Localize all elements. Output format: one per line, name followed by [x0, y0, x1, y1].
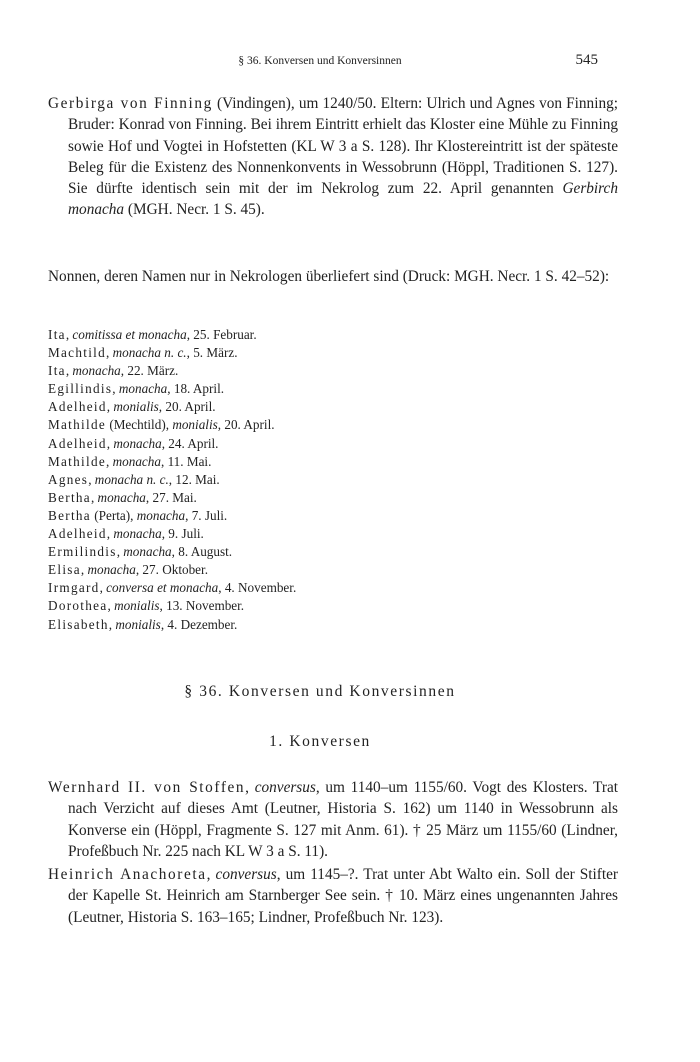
nun-date: , 5. März.	[186, 345, 238, 361]
entry-text: (Vindingen), um 1240/50. Eltern: Ulrich und Agnes von Finning; Bruder: Konrad von Finning. Bei ihrem Eintritt erhielt das Kloster eine Mühle zu Finning sowie Hof und Vogtei in Hofstetten (KL W 3 a S. 128). Ihr Klostereintritt ist der späteste Beleg für die Existenz des Nonnenkonvents in Wessobrunn (Höppl, Traditionen S. 127). Sie dürfte identisch sein mit der im Nekrolog zum 22. April genannten	[68, 95, 618, 198]
nun-name: Elisabeth	[48, 616, 109, 632]
nun-date: , 11. Mai.	[160, 453, 212, 469]
nun-date: , 20. April.	[217, 417, 275, 433]
nun-role: monialis	[113, 399, 159, 415]
entry-wernhard: Wernhard II. von Stoffen, conversus, um 1140–um 1155/60. Vogt des Klosters. Trat nach Verzicht auf dieses Amt (Leutner, Historia S. 162) um 1140 in Wessobrunn als Konverse ein (Höppl, Fragmente S. 127 mit Anm. 61). † 25 März um 1155/60 (Lindner, Profeßbuch Nr. 225 nach KL W 3 a S. 11).	[48, 779, 618, 860]
nun-role: monacha	[72, 363, 121, 379]
nun-role: monacha	[118, 381, 168, 397]
nun-role: monialis	[114, 598, 160, 614]
nuns-intro: Nonnen, deren Namen nur in Nekrologen überliefert sind (Druck: MGH. Necr. 1 S. 42–52):	[48, 268, 610, 285]
nun-name: Mathilde	[48, 417, 107, 433]
nun-role: monacha	[123, 544, 172, 560]
entry-tail: (MGH. Necr. 1 S. 45).	[124, 201, 265, 219]
nun-role: monacha	[113, 435, 162, 451]
list-item: Dorothea, monialis, 13. November.	[48, 598, 245, 614]
list-item: Ermilindis, monacha, 8. August.	[48, 544, 233, 560]
nun-name: Mathilde	[48, 453, 107, 469]
nun-role: comitissa et monacha	[72, 327, 187, 342]
list-item: Irmgard, conversa et monacha, 4. November.	[48, 580, 297, 596]
nun-date: , 4. Dezember.	[160, 616, 238, 632]
nun-date: , 7. Juli.	[185, 507, 228, 523]
nun-name: Elisa	[48, 562, 81, 578]
nun-role: monacha	[97, 489, 146, 505]
nun-name: Machtild	[48, 345, 107, 361]
list-item: Adelheid, monacha, 24. April.	[48, 435, 219, 451]
nun-role: conversa et monacha	[106, 580, 219, 596]
nun-role: monialis	[172, 417, 218, 433]
entry-name: Gerbirga von Finning	[48, 95, 213, 112]
list-item: Adelheid, monialis, 20. April.	[48, 399, 216, 415]
nun-name: Ita	[48, 327, 66, 342]
nun-name: Adelheid	[48, 435, 107, 451]
nun-date: , 8. August.	[171, 544, 233, 560]
nun-date: , 18. April.	[167, 381, 225, 397]
nun-name: Irmgard	[48, 580, 100, 596]
list-item: Egillindis, monacha, 18. April.	[48, 381, 225, 397]
nun-role: monialis	[115, 616, 161, 632]
nun-role: monacha n. c.	[112, 345, 187, 361]
nun-date: , 4. November.	[218, 580, 297, 596]
running-header	[0, 52, 700, 72]
subsection-heading: 1. Konversen	[269, 733, 371, 750]
nun-date: , 9. Juli.	[161, 526, 204, 542]
nun-name: Adelheid	[48, 399, 107, 415]
list-item: Elisabeth, monialis, 4. Dezember.	[48, 616, 238, 632]
list-item: Adelheid, monacha, 9. Juli.	[48, 526, 204, 542]
nun-name: Ermilindis	[48, 544, 117, 560]
list-item: Ita, comitissa et monacha, 25. Februar.	[48, 327, 257, 342]
section-heading: § 36. Konversen und Konversinnen	[184, 683, 456, 700]
nun-date: , 24. April.	[161, 435, 219, 451]
entry-role: conversus	[215, 866, 277, 883]
list-item: Agnes, monacha n. c., 12. Mai.	[48, 471, 220, 487]
nun-date: , 22. März.	[120, 363, 179, 379]
nuns-list	[48, 326, 548, 634]
page-number: 545	[575, 52, 598, 68]
list-item: Ita, monacha, 22. März.	[48, 363, 179, 379]
entry-name: Heinrich Anachoreta	[48, 866, 207, 883]
nun-role: monacha	[112, 453, 161, 469]
nun-name: Bertha	[48, 507, 91, 523]
nun-extra: (Mechtild)	[106, 417, 166, 433]
nun-name: Ita	[48, 363, 66, 379]
nun-name: Adelheid	[48, 526, 107, 542]
nun-name: Egillindis	[48, 381, 113, 397]
nun-date: , 27. Oktober.	[135, 562, 208, 578]
nun-role: monacha	[136, 507, 186, 523]
nun-name: Agnes	[48, 471, 89, 487]
nun-date: , 27. Mai.	[145, 489, 197, 505]
entry-italic: Gerbirch monacha	[68, 180, 618, 219]
list-item: Machtild, monacha n. c., 5. März.	[48, 345, 238, 361]
nun-extra: (Perta)	[90, 507, 131, 523]
entry-name: Wernhard II. von Stoffen	[48, 779, 246, 796]
entry-text: , um 1140–um 1155/60. Vogt des Klosters. Trat nach Verzicht auf dieses Amt (Leutner, Historia S. 162) um 1140 in Wessobrunn als Konverse ein (Höppl, Fragmente S. 127 mit Anm. 61). † 25 März um 1155/60 (Lindner, Profeßbuch Nr. 225 nach KL W 3 a S. 11).	[68, 779, 618, 860]
nun-role: monacha n. c.	[94, 471, 169, 487]
entry-text: , um 1145–?. Trat unter Abt Walto ein. Soll der Stifter der Kapelle St. Heinrich am Starnberger See sein. † 10. März eines ungenannten Jahres (Leutner, Historia S. 163–165; Lindner, Profeßbuch Nr. 123).	[68, 866, 618, 926]
entry-gerbirga	[48, 93, 618, 221]
nun-role: monacha	[113, 526, 162, 542]
nun-name: Dorothea	[48, 598, 108, 614]
running-title: § 36. Konversen und Konversinnen	[238, 55, 402, 67]
nun-name: Bertha	[48, 489, 91, 505]
entry-role: conversus	[254, 779, 316, 796]
nun-date: , 12. Mai.	[168, 471, 220, 487]
list-item: Elisa, monacha, 27. Oktober.	[48, 562, 208, 578]
list-item: Bertha, monacha, 27. Mai.	[48, 489, 197, 505]
nun-role: monacha	[87, 562, 136, 578]
nun-date: , 25. Februar.	[186, 327, 257, 342]
nun-date: , 20. April.	[158, 399, 216, 415]
list-item: Mathilde, monacha, 11. Mai.	[48, 453, 212, 469]
list-item: Bertha (Perta), monacha, 7. Juli.	[48, 507, 228, 523]
nun-date: , 13. November.	[159, 598, 245, 614]
list-item: Mathilde (Mechtild), monialis, 20. April.	[48, 417, 275, 433]
entry-heinrich: Heinrich Anachoreta, conversus, um 1145–?. Trat unter Abt Walto ein. Soll der Stifter der Kapelle St. Heinrich am Starnberger See sein. † 10. März eines ungenannten Jahres (Leutner, Historia S. 163–165; Lindner, Profeßbuch Nr. 123).	[48, 866, 618, 926]
